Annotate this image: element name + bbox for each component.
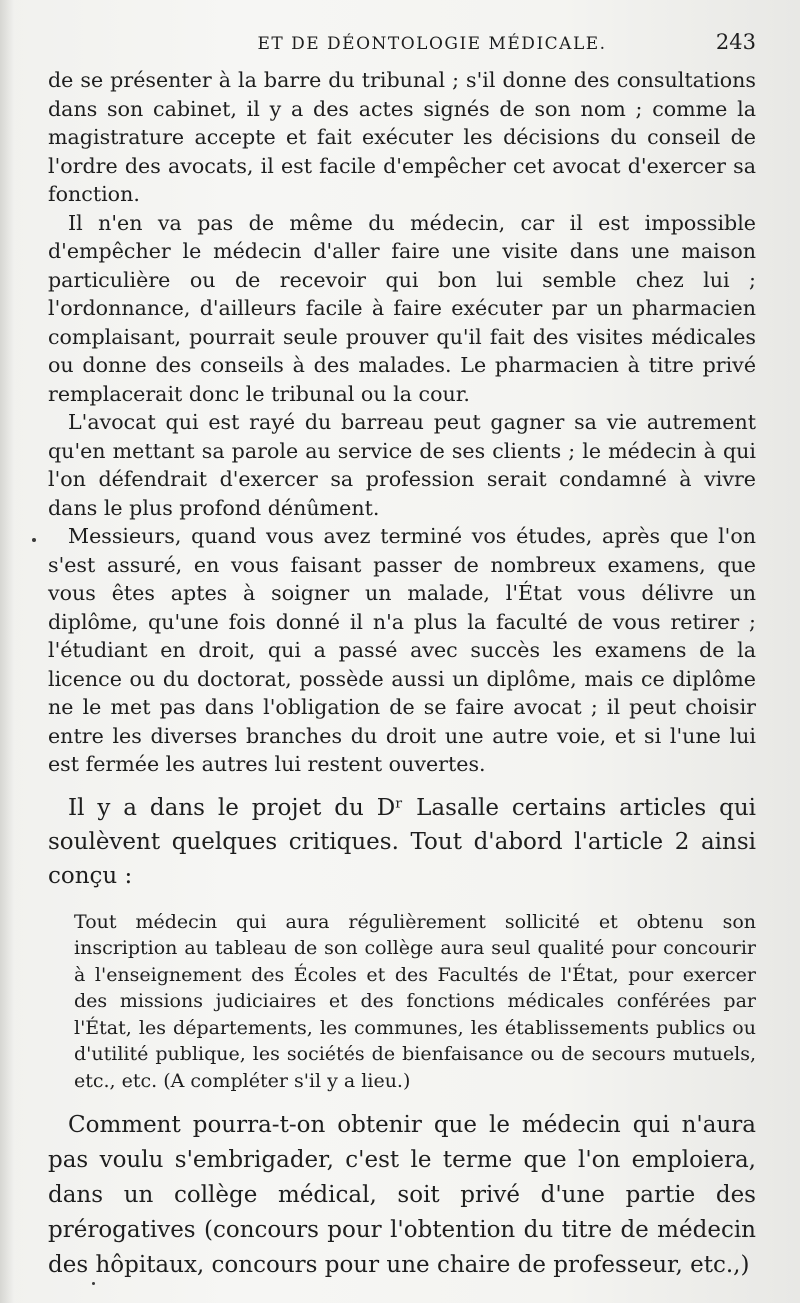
print-speck	[32, 538, 36, 542]
paragraph-2: Il n'en va pas de même du médecin, car il est impossible d'empêcher le médecin d'aller faire une visite dans une maison particulière ou de recevoir qui bon lui semble chez lui ; l'ordonnance, d'ailleurs facile à faire exécuter par un pharmacien complaisant, pourrait seule prouver qu'il fait des visites médicales ou donne des conseils à des malades. Le pharmacien à titre privé remplacerait donc le tribunal ou la cour.	[48, 210, 756, 406]
page-header	[48, 30, 756, 62]
page-number: 243	[715, 30, 756, 54]
running-head: ET DE DÉONTOLOGIE MÉDICALE.	[257, 34, 607, 54]
closing-section	[48, 1108, 756, 1283]
closing-paragraph: Comment pourra-t-on obtenir que le médecin qui n'aura pas voulu s'embrigader, c'est le terme que l'on emploiera, dans un collège médical, soit privé d'une partie des prérogatives (concours pour l'obtention du titre de médecin des hôpitaux, concours pour une chaire de professeur, etc.,)	[48, 1112, 756, 1278]
intro-section	[48, 791, 756, 893]
quoted-article-text: Tout médecin qui aura régulièrement sollicité et obtenu son inscription au tableau de son collège aura seul qualité pour concourir à l'enseignement des Écoles et des Facultés de l'État, pour exercer des missions judiciaires et des fonctions médicales conférées par l'État, les départements, les communes, les établissements publics ou d'utilité publique, les sociétés de bienfaisance ou de secours mutuels, etc., etc. (A compléter s'il y a lieu.)	[74, 910, 756, 1092]
quoted-article	[74, 909, 756, 1095]
body-text	[48, 66, 756, 779]
paragraph-4: Messieurs, quand vous avez terminé vos études, après que l'on s'est assuré, en vous faisant passer de nombreux examens, que vous êtes aptes à soigner un malade, l'État vous délivre un diplôme, qu'une fois donné il n'a plus la faculté de vous retirer ; l'étudiant en droit, qui a passé avec succès les examens de la licence ou du doctorat, possède aussi un diplôme, mais ce diplôme ne le met pas dans l'obligation de se faire avocat ; il peut choisir entre les diverses branches du droit une autre voie, et si l'une lui est fermée les autres lui restent ouvertes.	[48, 524, 756, 776]
intro-paragraph: Il y a dans le projet du Dʳ Lasalle certains articles qui soulèvent quelques critiques. Tout d'abord l'article 2 ainsi conçu :	[48, 794, 756, 889]
paragraph-3: L'avocat qui est rayé du barreau peut gagner sa vie autrement qu'en mettant sa parole au service de ses clients ; le médecin à qui l'on défendrait d'exercer sa profession serait condamné à vivre dans le plus profond dénûment.	[48, 410, 756, 520]
print-speck	[92, 1282, 95, 1285]
paragraph-1: de se présenter à la barre du tribunal ; s'il donne des consultations dans son cabinet, il y a des actes signés de son nom ; comme la magistrature accepte et fait exécuter les décisions du conseil de l'ordre des avocats, il est facile d'empêcher cet avocat d'exercer sa fonction.	[48, 68, 756, 206]
